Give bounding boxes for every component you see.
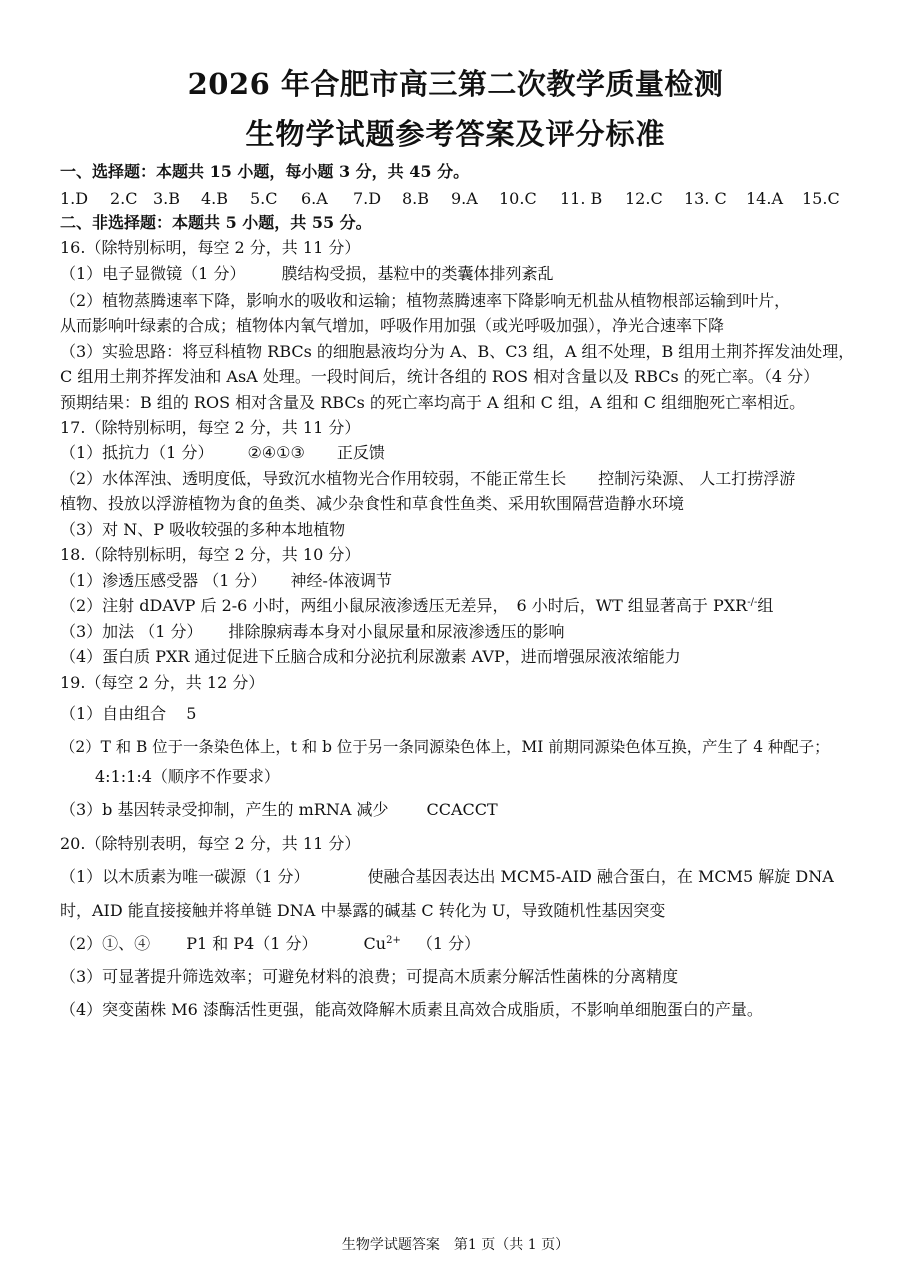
mc-answer: 3.B [153, 189, 181, 208]
q18-answer-1 [60, 571, 392, 591]
q19-answer-1 [60, 704, 196, 724]
q17-a1-p3: 正反馈 [336, 443, 385, 462]
q18-header: 18.（除特别标明，每空 2 分，共 10 分） [60, 545, 361, 564]
q19-a1-p1: （1）自由组合 [60, 704, 167, 723]
section1-heading: 一、选择题：本题共 15 小题，每小题 3 分，共 45 分。 [60, 162, 470, 181]
q20-a2-p1: （2）①、④ [60, 934, 151, 953]
q20-answer-3: （3）可显著提升筛选效率；可避免材料的浪费；可提高木质素分解活性菌株的分离精度 [60, 967, 679, 986]
mc-answer: 15.C [802, 189, 840, 208]
q18-a2-superscript: -/- [747, 597, 758, 608]
q18-answer-3 [60, 622, 565, 642]
q17-header: 17.（除特别标明，每空 2 分，共 11 分） [60, 418, 361, 437]
q20-a2-superscript: 2+ [386, 935, 401, 946]
q17-answer-2-line2: 植物、投放以浮游植物为食的鱼类、减少杂食性和草食性鱼类、采用软围隔营造静水环境 [60, 494, 685, 513]
q19-answer-2-line2: 4:1:1:4（顺序不作要求） [95, 767, 280, 786]
q20-answer-4: （4）突变菌株 M6 漆酶活性更强，能高效降解木质素且高效合成脂质，不影响单细胞蛋白的产量。 [60, 1000, 763, 1019]
q16-answer-3-line3: 预期结果：B 组的 ROS 相对含量及 RBCs 的死亡率均高于 A 组和 C 组，A 组和 C 组细胞死亡率相近。 [60, 393, 806, 412]
mc-answer: 11. B [560, 189, 603, 208]
mc-answer: 13. C [684, 189, 727, 208]
q18-a3-p1: （3）加法 （1 分） [60, 622, 203, 641]
mc-answer: 14.A [746, 189, 783, 208]
q18-a3-p2: 排除腺病毒本身对小鼠尿量和尿液渗透压的影响 [228, 622, 565, 641]
q16-answer-3-line1: （3）实验思路：将豆科植物 RBCs 的细胞悬液均分为 A、B、C3 组，A 组不处理，B 组用土荆芥挥发油处理， [60, 342, 855, 361]
exam-title: 2026 年合肥市高三第二次教学质量检测 [187, 67, 724, 101]
q20-a2-p4: （1 分） [416, 934, 481, 953]
mc-answer: 9.A [451, 189, 478, 208]
mc-answer: 7.D [353, 189, 382, 208]
q17-a1-p2: ②④①③ [247, 443, 305, 462]
mc-answer: 2.C [110, 189, 138, 208]
q16-header: 16.（除特别标明，每空 2 分，共 11 分） [60, 238, 361, 257]
q16-answer-1 [60, 264, 553, 284]
q19-a3-p1: （3）b 基因转录受抑制，产生的 mRNA 减少 [60, 800, 389, 819]
q20-a2-p2: P1 和 P4（1 分） [186, 934, 318, 953]
q17-answer-3: （3）对 N、P 吸收较强的多种本地植物 [60, 520, 346, 539]
q16-answer-3-line2: C 组用土荆芥挥发油和 AsA 处理。一段时间后，统计各组的 ROS 相对含量以及 RBCs 的死亡率。（4 分） [60, 367, 820, 386]
q18-answer-2 [60, 596, 773, 616]
q20-header: 20.（除特别表明，每空 2 分，共 11 分） [60, 834, 361, 853]
q20-answer-2 [60, 934, 480, 954]
q19-a1-p2: 5 [186, 704, 197, 723]
mc-answer: 6.A [301, 189, 328, 208]
q20-a1-p2: 使融合基因表达出 MCM5-AID 融合蛋白，在 MCM5 解旋 DNA [367, 867, 834, 886]
section2-heading: 二、非选择题：本题共 5 小题，共 55 分。 [60, 213, 372, 232]
mc-answer: 5.C [250, 189, 278, 208]
q19-header: 19.（每空 2 分，共 12 分） [60, 673, 265, 692]
mc-answer: 10.C [499, 189, 537, 208]
q18-a1-p1: （1）渗透压感受器 （1 分） [60, 571, 267, 590]
q18-a1-p2: 神经-体液调节 [290, 571, 392, 590]
mc-answer: 8.B [402, 189, 430, 208]
q17-answer-2-line1: （2）水体浑浊、透明度低，导致沉水植物光合作用较弱，不能正常生长 控制污染源、 人工打捞浮游 [60, 469, 796, 488]
q16-answer-2-line2: 从而影响叶绿素的合成；植物体内氧气增加，呼吸作用加强（或光呼吸加强），净光合速率下降 [60, 316, 725, 335]
q17-a1-p1: （1）抵抗力（1 分） [60, 443, 214, 462]
q16-answer-2-line1: （2）植物蒸腾速率下降，影响水的吸收和运输；植物蒸腾速率下降影响无机盐从植物根部运输到叶片， [60, 291, 791, 310]
q19-answer-3 [60, 800, 498, 820]
q18-a2-end: 组 [757, 596, 774, 615]
mc-answer: 12.C [625, 189, 663, 208]
q16-a1-right: 膜结构受损，基粒中的类囊体排列紊乱 [281, 264, 554, 283]
q19-answer-2-line1: （2）T 和 B 位于一条染色体上，t 和 b 位于另一条同源染色体上，MI 前期同源染色体互换，产生了 4 种配子； [60, 738, 830, 756]
q17-answer-1 [60, 443, 385, 463]
q20-a2-p3: Cu [363, 934, 387, 953]
answer-key-subtitle: 生物学试题参考答案及评分标准 [245, 117, 666, 151]
page-footer: 生物学试题答案 第1 页（共 1 页） [341, 1237, 570, 1253]
mc-answer: 1.D [60, 189, 89, 208]
mc-answer-row [60, 189, 850, 209]
q18-a2-text: （2）注射 dDAVP 后 2-6 小时，两组小鼠尿液渗透压无差异， 6 小时后，WT 组显著高于 PXR [60, 596, 748, 615]
mc-answer: 4.B [201, 189, 229, 208]
q20-answer-1-line2: 时，AID 能直接接触并将单链 DNA 中暴露的碱基 C 转化为 U，导致随机性基因突变 [60, 901, 666, 920]
q20-a1-p1: （1）以木质素为唯一碳源（1 分） [60, 867, 310, 886]
q18-answer-4: （4）蛋白质 PXR 通过促进下丘脑合成和分泌抗利尿激素 AVP，进而增强尿液浓缩能力 [60, 647, 681, 666]
q16-a1-left: （1）电子显微镜（1 分） [60, 264, 246, 283]
q19-a3-p2: CCACCT [426, 800, 498, 819]
q20-answer-1-line1 [60, 867, 834, 887]
